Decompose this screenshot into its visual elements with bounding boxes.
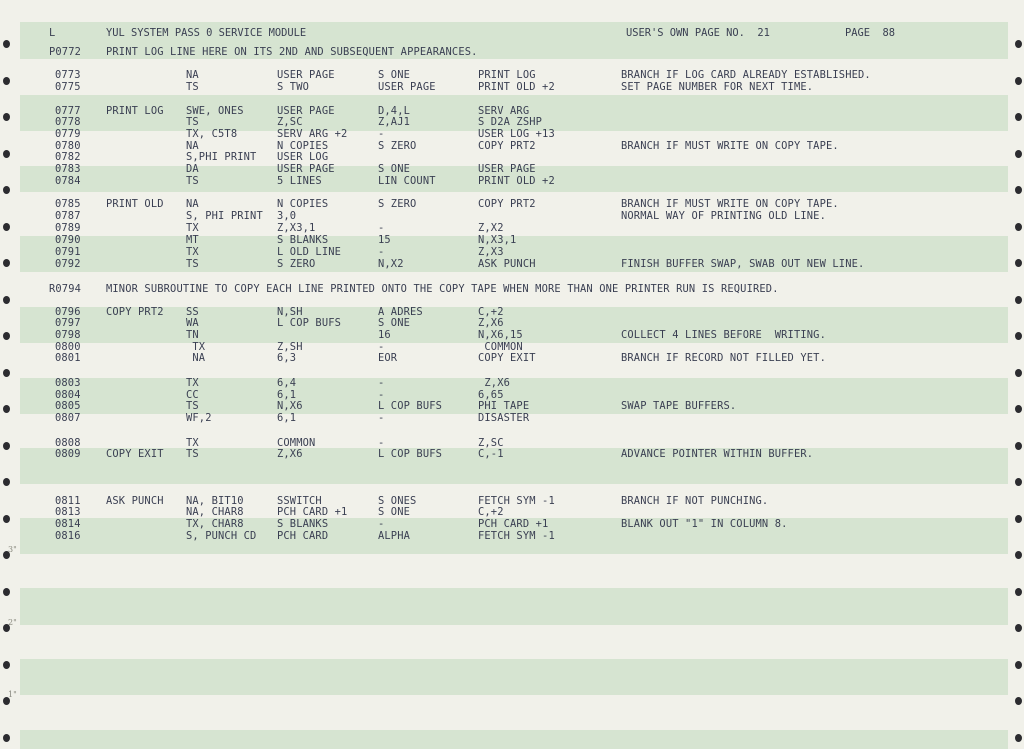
sprocket-hole	[3, 369, 10, 377]
row-b: Z,AJ1	[378, 116, 411, 128]
header-page-number: PAGE 88	[845, 27, 896, 39]
row-c: Z,SC	[478, 437, 504, 449]
row-seq: 0789	[55, 222, 81, 234]
row-c: C,+2	[478, 506, 504, 518]
row-seq: 0784	[55, 175, 81, 187]
row-b: S ONE	[378, 163, 411, 175]
row-op: TX, C5T8	[186, 128, 238, 140]
row-b: S ONE	[378, 317, 411, 329]
sprocket-hole	[1015, 515, 1022, 523]
row-comment: SET PAGE NUMBER FOR NEXT TIME.	[621, 81, 814, 93]
row-op: MT	[186, 234, 199, 246]
sprocket-hole	[1015, 734, 1022, 742]
row-c: C,-1	[478, 448, 504, 460]
green-stripe	[20, 730, 1008, 749]
row-a: USER PAGE	[277, 69, 335, 81]
row-seq: 0792	[55, 258, 81, 270]
row-seq: 0797	[55, 317, 81, 329]
row-comment: BLANK OUT "1" IN COLUMN 8.	[621, 518, 788, 530]
row-a: 6,4	[277, 377, 297, 389]
row-c: Z,X2	[478, 222, 504, 234]
row-seq: 0787	[55, 210, 81, 222]
row-a: N,X6	[277, 400, 303, 412]
row-op: TX, CHAR8	[186, 518, 244, 530]
row-seq: 0808	[55, 437, 81, 449]
row-a: 6,1	[277, 412, 297, 424]
row-b: L COP BUFS	[378, 400, 443, 412]
row-seq: 0785	[55, 198, 81, 210]
row-seq: 0816	[55, 530, 81, 542]
row-op: TS	[186, 400, 199, 412]
row-a: USER PAGE	[277, 105, 335, 117]
row-seq: P0772	[49, 46, 82, 58]
row-a: S TWO	[277, 81, 310, 93]
row-op: TX	[186, 222, 199, 234]
row-b: 15	[378, 234, 391, 246]
sprocket-hole	[3, 223, 10, 231]
row-seq: 0790	[55, 234, 81, 246]
row-c: COPY EXIT	[478, 352, 536, 364]
sprocket-hole	[1015, 40, 1022, 48]
row-seq: 0814	[55, 518, 81, 530]
row-seq: 0807	[55, 412, 81, 424]
row-a: 5 LINES	[277, 175, 322, 187]
sprocket-hole	[3, 150, 10, 158]
row-seq: 0801	[55, 352, 81, 364]
row-op: CC	[186, 389, 199, 401]
row-seq: 0800	[55, 341, 81, 353]
row-op: NA	[186, 352, 206, 364]
row-label: COPY EXIT	[106, 448, 164, 460]
row-a: PCH CARD +1	[277, 506, 348, 518]
row-op: TS	[186, 448, 199, 460]
row-a: 6,3	[277, 352, 297, 364]
row-c: S D2A ZSHP	[478, 116, 543, 128]
row-a: USER LOG	[277, 151, 329, 163]
sprocket-hole	[3, 332, 10, 340]
row-a: SERV ARG +2	[277, 128, 348, 140]
row-a: N COPIES	[277, 198, 329, 210]
sprocket-hole	[3, 259, 10, 267]
row-seq: 0805	[55, 400, 81, 412]
row-op: TS	[186, 258, 199, 270]
row-c: Z,X6	[478, 377, 511, 389]
row-b: -	[378, 412, 385, 424]
row-c: Z,X6	[478, 317, 504, 329]
row-c: COPY PRT2	[478, 198, 536, 210]
row-op: SS	[186, 306, 199, 318]
row-seq: 0813	[55, 506, 81, 518]
green-stripe	[20, 448, 1008, 484]
row-op: TX	[186, 246, 199, 258]
row-seq: 0780	[55, 140, 81, 152]
row-c: PRINT LOG	[478, 69, 536, 81]
sprocket-hole	[3, 588, 10, 596]
row-comment: ADVANCE POINTER WITHIN BUFFER.	[621, 448, 814, 460]
row-seq: 0803	[55, 377, 81, 389]
sprocket-hole	[1015, 697, 1022, 705]
row-seq: 0777	[55, 105, 81, 117]
row-op: WF,2	[186, 412, 212, 424]
sprocket-hole	[3, 113, 10, 121]
row-seq: 0798	[55, 329, 81, 341]
row-seq: R0794	[49, 283, 82, 295]
row-op: TX	[186, 377, 199, 389]
header-card: L	[49, 27, 56, 39]
row-a: Z,X3,1	[277, 222, 316, 234]
row-c: N,X6,15	[478, 329, 523, 341]
row-seq: 0778	[55, 116, 81, 128]
row-op: S, PUNCH CD	[186, 530, 257, 542]
row-op: TS	[186, 81, 199, 93]
sprocket-hole	[1015, 369, 1022, 377]
row-a: L COP BUFS	[277, 317, 342, 329]
row-b: -	[378, 389, 385, 401]
row-b: -	[378, 222, 385, 234]
row-label: PRINT OLD	[106, 198, 164, 210]
row-label: ASK PUNCH	[106, 495, 164, 507]
row-seq: 0783	[55, 163, 81, 175]
row-c: ASK PUNCH	[478, 258, 536, 270]
row-seq: 0811	[55, 495, 81, 507]
sprocket-hole	[3, 442, 10, 450]
row-b: D,4,L	[378, 105, 411, 117]
row-a: N COPIES	[277, 140, 329, 152]
sprocket-hole	[3, 77, 10, 85]
row-c: COMMON	[478, 341, 523, 353]
row-op: TS	[186, 116, 199, 128]
row-a: USER PAGE	[277, 163, 335, 175]
sprocket-hole	[1015, 551, 1022, 559]
row-seq: 0779	[55, 128, 81, 140]
row-c: FETCH SYM -1	[478, 495, 555, 507]
green-stripe	[20, 588, 1008, 625]
row-comment: BRANCH IF LOG CARD ALREADY ESTABLISHED.	[621, 69, 871, 81]
row-b: S ZERO	[378, 140, 417, 152]
row-op: NA	[186, 198, 199, 210]
row-op: WA	[186, 317, 199, 329]
row-b: S ONE	[378, 69, 411, 81]
row-seq: 0809	[55, 448, 81, 460]
header-users-page: USER'S OWN PAGE NO. 21	[626, 27, 770, 39]
row-a: SSWITCH	[277, 495, 322, 507]
header-title: YUL SYSTEM PASS 0 SERVICE MODULE	[106, 27, 307, 39]
row-op: TX	[186, 437, 199, 449]
row-b: USER PAGE	[378, 81, 436, 93]
row-b: -	[378, 437, 385, 449]
row-a: 6,1	[277, 389, 297, 401]
row-b: A ADRES	[378, 306, 423, 318]
row-a: Z,SC	[277, 116, 303, 128]
row-c: PCH CARD +1	[478, 518, 549, 530]
row-op: S, PHI PRINT	[186, 210, 263, 222]
sprocket-hole	[3, 405, 10, 413]
row-b: -	[378, 128, 385, 140]
row-b: N,X2	[378, 258, 404, 270]
sprocket-hole	[1015, 259, 1022, 267]
sprocket-hole	[1015, 661, 1022, 669]
row-op: S,PHI PRINT	[186, 151, 257, 163]
row-op: NA	[186, 69, 199, 81]
row-comment: BRANCH IF MUST WRITE ON COPY TAPE.	[621, 198, 839, 210]
row-c: PHI TAPE	[478, 400, 530, 412]
sprocket-hole	[1015, 150, 1022, 158]
row-c: SERV ARG	[478, 105, 530, 117]
row-c: PRINT OLD +2	[478, 81, 555, 93]
row-seq: 0791	[55, 246, 81, 258]
row-comment: FINISH BUFFER SWAP, SWAB OUT NEW LINE.	[621, 258, 865, 270]
row-comment: SWAP TAPE BUFFERS.	[621, 400, 737, 412]
row-label: COPY PRT2	[106, 306, 164, 318]
row-c: FETCH SYM -1	[478, 530, 555, 542]
row-op: DA	[186, 163, 199, 175]
row-seq: 0782	[55, 151, 81, 163]
ruler-mark: 2"	[8, 618, 17, 627]
row-a: N,SH	[277, 306, 303, 318]
row-b: ALPHA	[378, 530, 411, 542]
row-op: TS	[186, 175, 199, 187]
row-a: S BLANKS	[277, 518, 329, 530]
row-b: -	[378, 341, 385, 353]
row-b: L COP BUFS	[378, 448, 443, 460]
row-seq: 0775	[55, 81, 81, 93]
row-b: S ONES	[378, 495, 417, 507]
sprocket-hole	[1015, 624, 1022, 632]
sprocket-hole	[1015, 113, 1022, 121]
row-label: PRINT LOG	[106, 105, 164, 117]
sprocket-hole	[3, 186, 10, 194]
row-comment: BRANCH IF RECORD NOT FILLED YET.	[621, 352, 826, 364]
sprocket-hole	[3, 478, 10, 486]
row-op: TN	[186, 329, 199, 341]
row-a: S BLANKS	[277, 234, 329, 246]
row-a: L OLD LINE	[277, 246, 342, 258]
row-wide: MINOR SUBROUTINE TO COPY EACH LINE PRINTED ONTO THE COPY TAPE WHEN MORE THAN ONE PRINTER RUN IS REQUIRED.	[106, 283, 779, 295]
sprocket-hole	[3, 296, 10, 304]
row-c: N,X3,1	[478, 234, 517, 246]
row-op: NA, BIT10	[186, 495, 244, 507]
row-c: USER LOG +13	[478, 128, 555, 140]
row-seq: 0796	[55, 306, 81, 318]
row-op: NA	[186, 140, 199, 152]
row-b: -	[378, 246, 385, 258]
row-c: PRINT OLD +2	[478, 175, 555, 187]
sprocket-hole	[1015, 296, 1022, 304]
row-comment: BRANCH IF MUST WRITE ON COPY TAPE.	[621, 140, 839, 152]
row-a: PCH CARD	[277, 530, 329, 542]
row-b: -	[378, 377, 385, 389]
row-a: 3,0	[277, 210, 297, 222]
sprocket-hole	[1015, 186, 1022, 194]
row-a: Z,X6	[277, 448, 303, 460]
sprocket-hole	[1015, 405, 1022, 413]
row-b: S ZERO	[378, 198, 417, 210]
row-b: LIN COUNT	[378, 175, 436, 187]
row-seq: 0804	[55, 389, 81, 401]
sprocket-hole	[1015, 478, 1022, 486]
sprocket-hole	[1015, 588, 1022, 596]
ruler-mark: 1"	[8, 690, 17, 699]
sprocket-hole	[3, 661, 10, 669]
row-b: -	[378, 518, 385, 530]
sprocket-hole	[1015, 332, 1022, 340]
sprocket-hole	[3, 734, 10, 742]
row-c: Z,X3	[478, 246, 504, 258]
row-comment: NORMAL WAY OF PRINTING OLD LINE.	[621, 210, 826, 222]
row-wide: PRINT LOG LINE HERE ON ITS 2ND AND SUBSEQUENT APPEARANCES.	[106, 46, 478, 58]
row-c: USER PAGE	[478, 163, 536, 175]
green-stripe	[20, 659, 1008, 695]
row-b: S ONE	[378, 506, 411, 518]
row-a: COMMON	[277, 437, 316, 449]
row-comment: COLLECT 4 LINES BEFORE WRITING.	[621, 329, 826, 341]
sprocket-hole	[1015, 223, 1022, 231]
row-c: C,+2	[478, 306, 504, 318]
row-a: S ZERO	[277, 258, 316, 270]
sprocket-hole	[3, 515, 10, 523]
row-c: 6,65	[478, 389, 504, 401]
ruler-mark: 3"	[8, 545, 17, 554]
sprocket-hole	[3, 40, 10, 48]
row-a: Z,SH	[277, 341, 303, 353]
row-c: COPY PRT2	[478, 140, 536, 152]
row-comment: BRANCH IF NOT PUNCHING.	[621, 495, 769, 507]
row-c: DISASTER	[478, 412, 530, 424]
sprocket-hole	[1015, 442, 1022, 450]
row-b: 16	[378, 329, 391, 341]
sprocket-hole	[1015, 77, 1022, 85]
row-op: SWE, ONES	[186, 105, 244, 117]
row-op: NA, CHAR8	[186, 506, 244, 518]
row-seq: 0773	[55, 69, 81, 81]
row-b: EOR	[378, 352, 398, 364]
row-op: TX	[186, 341, 206, 353]
